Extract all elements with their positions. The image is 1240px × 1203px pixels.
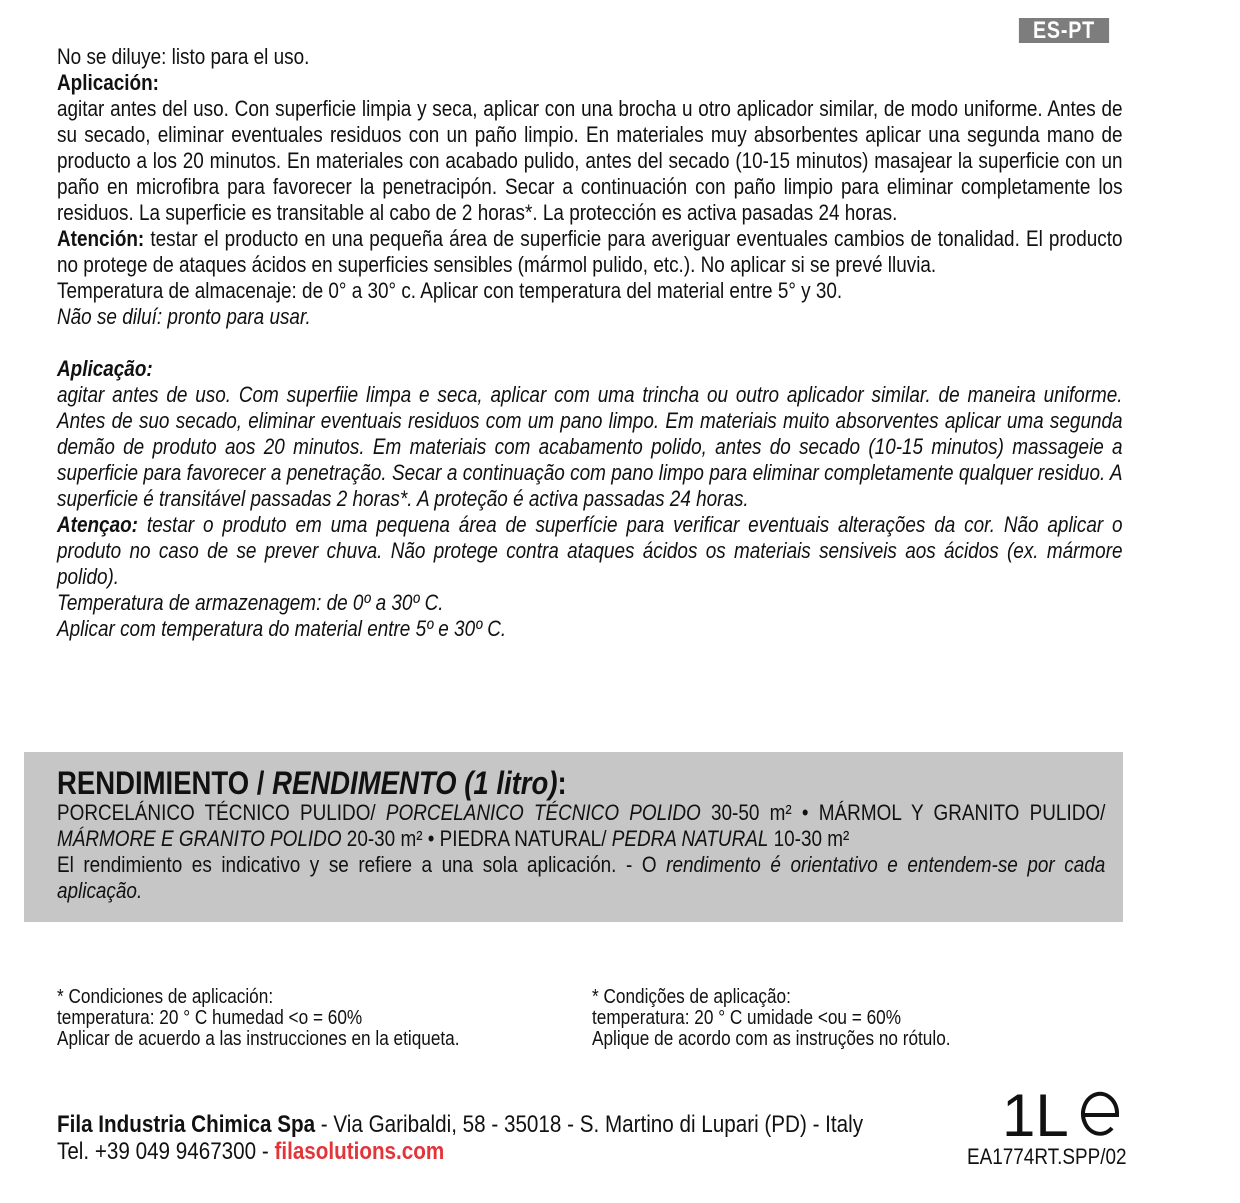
yield-title <box>57 766 1105 800</box>
yield-title-es: RENDIMIENTO / <box>57 765 273 801</box>
yield-title-pt: RENDIMENTO (1 litro) <box>272 765 558 801</box>
instructions-text <box>57 44 1123 642</box>
volume-1l-logo <box>1000 1084 1125 1142</box>
yield-note-pt: rendimento é orientativo e entendem-se por cada aplicação. <box>57 852 1106 903</box>
pt-application-text: agitar antes de uso. Com superfiie limpa e seca, aplicar com uma trincha ou outro aplicador similar. de maneira uniforme. Antes de suo secado, eliminar eventuais residuos com um pano limpo. Em materiais muito absorventes aplicar uma segunda demão de produto aos 20 minutos. Em materiais com acabamento polido, antes do secado (10-15 minutos) massageie a superficie para favorecer a penetração. Secar a continuação com pano limpo para eliminar completamente qualquer residuo. A superficie é transitável passadas 2 horas*. A proteção é activa passadas 24 horas. <box>57 382 1123 511</box>
es-warning-heading: Atención: <box>57 226 145 251</box>
pt-temperature-storage: Temperatura de armazenagem: de 0º a 30º C. <box>57 590 444 615</box>
conditions-es-heading: * Condiciones de aplicación: <box>57 986 274 1008</box>
yield-item2-pt: MÁRMORE E GRANITO POLIDO <box>57 826 342 851</box>
product-code: EA1774RT.SPP/02 <box>967 1144 1127 1169</box>
pt-intro: Não se diluí: pronto para usar. <box>57 304 311 329</box>
yield-title-colon: : <box>557 765 567 801</box>
company-name: Fila Industria Chimica Spa <box>57 1111 316 1138</box>
volume-label: 1L <box>1002 1084 1069 1142</box>
estimated-sign-icon <box>1083 1094 1117 1134</box>
yield-note <box>57 852 1105 904</box>
es-application-text: agitar antes del uso. Con superficie limpia y seca, aplicar con una brocha u otro aplicador similar, de modo uniforme. Antes de su secado, eliminar eventuales residuos con un paño limpio. En materiales muy absorbentes aplicar una segunda mano de producto a los 20 minutos. En materiales con acabado pulido, antes del secado (10-15 minutos) masajear la superficie con un paño en microfibra para favorecer la penetracipón. Secar a continuación con paño limpio para eliminar completamente los residuos. La superficie es transitable al cabo de 2 horas*. La protección es activa pasadas 24 horas. <box>57 96 1123 225</box>
conditions-es <box>57 987 617 1050</box>
pt-warning-text: testar o produto em uma pequena área de superfície para verificar eventuais alterações da cor. Não aplicar o produto no caso de se prever chuva. Não protege contra ataques ácidos os materiais sensiveis aos ácidos (ex. mármore polido). <box>57 512 1123 589</box>
conditions-pt-instructions: Aplique de acordo com as instruções no rótulo. <box>592 1028 951 1050</box>
yield-panel <box>24 752 1123 922</box>
es-warning-text: testar el producto en una pequeña área de superficie para averiguar eventuales cambios de tonalidad. El producto no protege de ataques ácidos en superficies sensibles (mármol pulido, etc.). No aplicar si se prevé lluvia. <box>57 226 1123 277</box>
yield-item3-pt: PEDRA NATURAL <box>611 826 769 851</box>
es-warning <box>57 226 1123 278</box>
company-phone: Tel. +39 049 9467300 - <box>57 1138 275 1165</box>
yield-item1-es: PORCELÁNICO TÉCNICO PULIDO/ <box>57 800 386 825</box>
es-application-heading: Aplicación: <box>57 70 159 95</box>
pt-temperature-application: Aplicar com temperatura do material entre 5º e 30º C. <box>57 616 507 641</box>
yield-item3-value: 10-30 m² <box>768 826 850 851</box>
company-website-link[interactable]: filasolutions.com <box>274 1138 445 1165</box>
conditions-es-instructions: Aplicar de acuerdo a las instrucciones en la etiqueta. <box>57 1028 460 1050</box>
es-intro: No se diluye: listo para el uso. <box>57 44 310 69</box>
yield-item1-value: 30-50 m² • <box>700 800 819 825</box>
yield-item1-pt: PORCELANICO TÉCNICO POLIDO <box>385 800 701 825</box>
conditions-pt-heading: * Condições de aplicação: <box>592 986 791 1008</box>
yield-item3-es: PIEDRA NATURAL/ <box>439 826 612 851</box>
yield-note-es: El rendimiento es indicativo y se refiere a una sola aplicación. - O <box>57 852 667 877</box>
language-badge: ES-PT <box>1019 18 1109 43</box>
conditions-es-temperature: temperatura: 20 ° C humedad <o = 60% <box>57 1007 363 1029</box>
conditions-pt-temperature: temperatura: 20 ° C umidade <ou = 60% <box>592 1007 902 1029</box>
company-address: - Via Garibaldi, 58 - 35018 - S. Martino di Lupari (PD) - Italy <box>315 1111 864 1138</box>
pt-warning-heading: Atençao: <box>57 512 138 537</box>
pt-application-heading: Aplicação: <box>57 356 153 381</box>
yield-items <box>57 800 1105 852</box>
es-temperature: Temperatura de almacenaje: de 0° a 30° c. Aplicar con temperatura del material entre 5° y 30. <box>57 278 843 303</box>
yield-item2-es: MÁRMOL Y GRANITO PULIDO/ <box>818 800 1106 825</box>
yield-item2-value: 20-30 m² • <box>341 826 440 851</box>
pt-warning <box>57 512 1123 590</box>
conditions-pt <box>592 987 1152 1050</box>
company-info <box>57 1111 1057 1165</box>
